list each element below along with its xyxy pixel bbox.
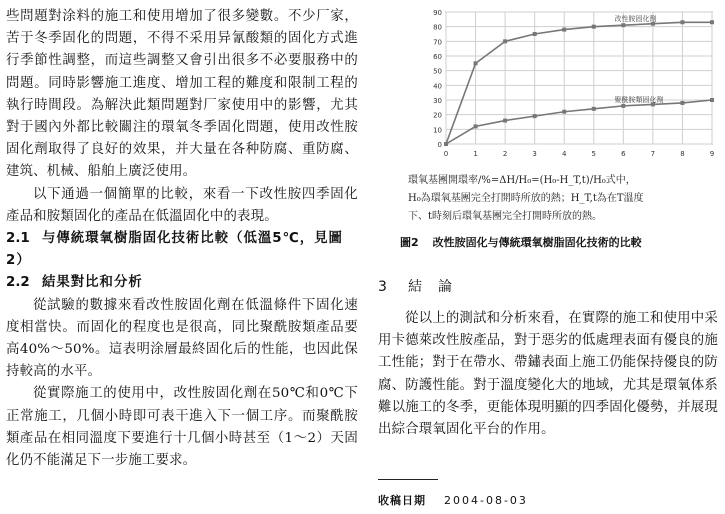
body-paragraph-2: 以下通過一個簡單的比較，來看一下改性胺四季固化產品和胺類固化的產品在低溫固化中的表現。: [6, 186, 358, 224]
data-point: [474, 61, 478, 65]
y-tick-label: 10: [433, 126, 442, 135]
series-label: 改性胺固化劑: [614, 15, 657, 24]
data-point: [503, 39, 507, 43]
x-tick-label: 9: [709, 150, 715, 158]
series-label: 聚酰胺類固化劑: [614, 95, 664, 104]
received-label: 收稿日期: [378, 494, 426, 507]
y-tick-label: 70: [433, 38, 442, 47]
section-number: 2.2: [6, 275, 30, 291]
body-paragraph-1: 些問題對涂料的施工和使用增加了很多變數。不少厂家，苦于冬季固化的問題，不得不采用异氰酸類的固化方式進行季節性調整，而這些調整又會引出很多不必要服務中的問題。同時影響施工進度、增加工程的難度和限制工程的執行時間段。為解決此類問題對厂家使用中的影響，尤其對于國內外都比較關注的環氧冬季固化問題，使用改性胺固化劑取得了良好的效果，并大量在各种防腐、重防腐、建筑、机械、船舶上廣泛使用。: [6, 9, 358, 180]
section-2-1-heading: [6, 228, 358, 272]
section-number: 3: [378, 279, 387, 295]
note-line: 下、t時刻后環氧基團完全打開時所放的熱。: [408, 211, 603, 222]
data-point: [533, 114, 537, 118]
x-tick-label: 7: [650, 150, 656, 158]
y-tick-label: 90: [433, 9, 442, 17]
data-point: [680, 20, 684, 24]
received-value: 2004-08-03: [444, 494, 528, 507]
footnote-divider: [378, 479, 438, 480]
received-date: [378, 492, 528, 508]
y-tick-label: 40: [433, 82, 442, 91]
data-point: [592, 107, 596, 111]
section-title: 与傳統環氧樹脂固化技術比較（低溫5℃，見圖2）: [6, 231, 343, 269]
section-2-2-heading: [6, 272, 358, 294]
x-tick-label: 8: [680, 150, 685, 158]
data-point: [562, 110, 566, 114]
x-tick-label: 4: [561, 150, 567, 158]
data-point: [562, 28, 566, 32]
y-tick-label: 50: [433, 67, 442, 76]
data-point: [680, 101, 684, 105]
note-line: H₀為環氧基團完全打開時所放的熱；H_T,t為在T溫度: [408, 193, 644, 204]
data-point: [474, 124, 478, 128]
note-line: 環氧基團開環率/%=ΔH/H₀=(H₀-H_T,t)/H₀式中，: [408, 175, 636, 186]
data-point: [444, 142, 448, 146]
data-point: [710, 20, 714, 24]
data-point: [621, 23, 625, 27]
data-point: [533, 32, 537, 36]
conclusion-paragraph: 從以上的測試和分析來看，在實際的施工和使用中采用卡德萊改性胺產品，對于惡劣的低處理表面有優良的施工性能；對于在帶水、帶鏽表面上施工仍能保持優良的防腐、防護性能。對于溫度變化大的地域，尤其是環氧体系難以施工的冬季，更能体現明顯的四季固化優勢，并展現出綜合環氧固化平台的作用。: [378, 311, 718, 438]
section-3-heading: [378, 276, 468, 296]
x-tick-label: 1: [473, 150, 478, 158]
y-tick-label: 80: [433, 23, 442, 32]
y-tick-label: 0: [437, 141, 442, 149]
data-point: [592, 25, 596, 29]
left-column: [6, 6, 358, 472]
figure-number: 圖2: [400, 236, 419, 249]
y-tick-label: 60: [433, 53, 442, 61]
chart-svg: [424, 6, 718, 166]
body-paragraph-3: 從試驗的數據來看改性胺固化劑在低溫條件下固化速度相當快。而固化的程度也是很高，同比聚酰胺類產品要高40%～50%。這表明涂層最終固化后的性能，也因此保持較高的水平。: [6, 297, 358, 380]
data-point: [621, 104, 625, 108]
figure-note: [408, 172, 708, 226]
figure-2-chart: [424, 6, 718, 166]
section-title: 結果對比和分析: [42, 275, 143, 291]
section-number: 2.1: [6, 231, 30, 247]
y-tick-label: 20: [433, 111, 442, 120]
x-tick-label: 5: [591, 150, 597, 158]
x-tick-label: 0: [443, 150, 449, 158]
data-point: [710, 98, 714, 102]
figure-caption: [400, 234, 642, 250]
x-tick-label: 2: [502, 150, 508, 158]
x-tick-label: 3: [532, 150, 537, 158]
section-title: 結論: [408, 279, 468, 295]
y-tick-label: 30: [433, 97, 442, 105]
data-point: [503, 119, 507, 123]
x-tick-label: 6: [621, 150, 626, 158]
body-paragraph-4: 從實際施工的使用中，改性胺固化劑在50℃和0℃下正常施工，几個小時即可表干進入下一個工序。而聚酰胺類產品在相同溫度下要進行十几個小時甚至（1～2）天固化仍不能滿足下一步施工要求。: [6, 386, 358, 469]
caption-text: 改性胺固化与傳統環氧樹脂固化技術的比較: [432, 236, 642, 249]
